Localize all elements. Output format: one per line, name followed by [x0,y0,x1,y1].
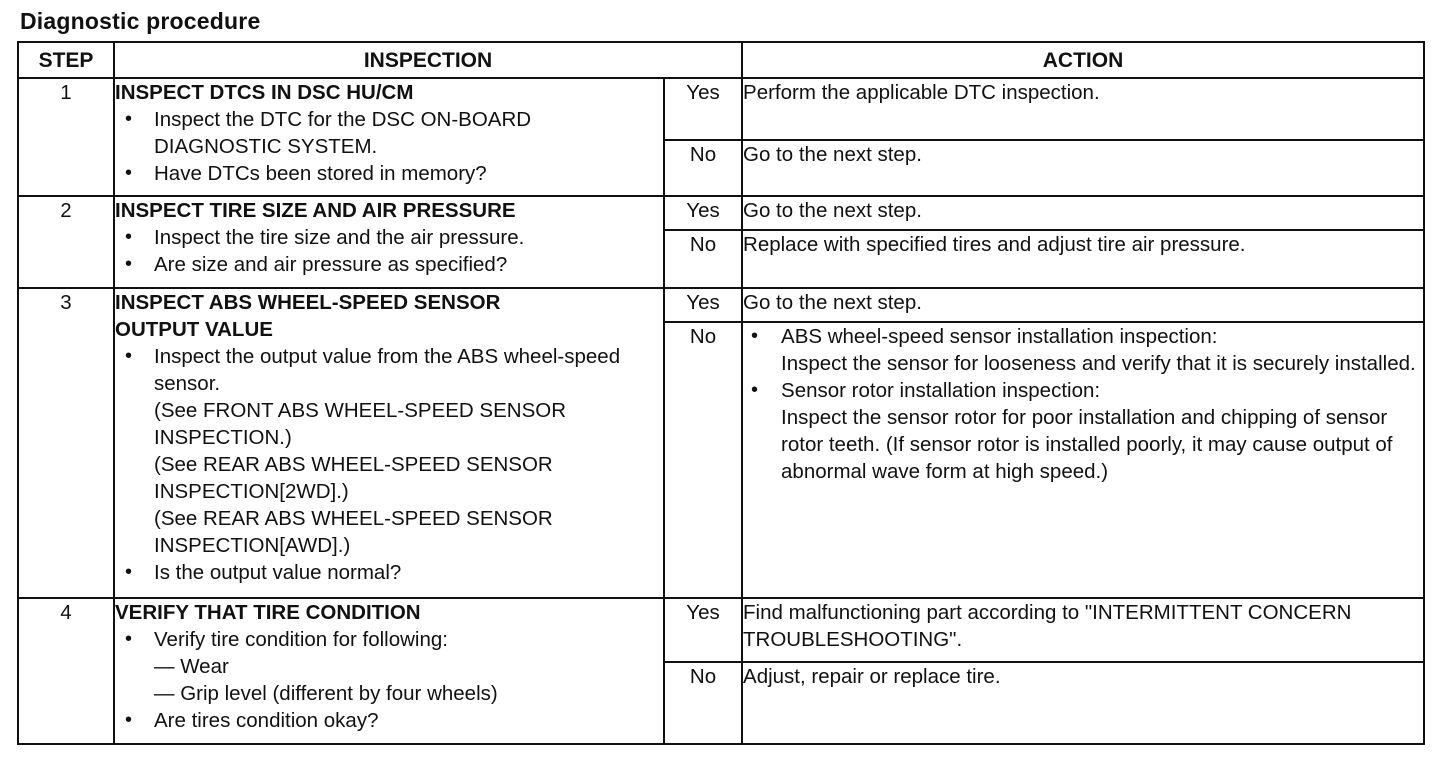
action-bullet [743,323,1423,377]
inspection-bullet: • Are tires condition okay? [115,707,663,734]
no-action: Go to the next step. [742,140,1424,196]
step-number: 3 [18,288,114,598]
no-action: Replace with specified tires and adjust tire air pressure. [742,230,1424,288]
yes-action: Find malfunctioning part according to "INTERMITTENT CONCERN TROUBLESHOOTING". [742,598,1424,662]
step-title-line-1: INSPECT ABS WHEEL-SPEED SENSOR [115,291,501,314]
action-bullet-head: ABS wheel-speed sensor installation inspection: [781,325,1218,348]
step-1-inspection [114,78,664,196]
condition-subitem: — Grip level (different by four wheels) [154,682,498,705]
header-inspection: INSPECTION [114,42,742,78]
action-bullet [743,377,1423,485]
step-number: 4 [18,598,114,744]
inspection-bullet: • Is the output value normal? [115,559,663,586]
no-label: No [664,662,742,744]
step-number: 1 [18,78,114,196]
step-title: INSPECT TIRE SIZE AND AIR PRESSURE [115,199,516,222]
step-2-inspection [114,196,664,288]
yes-label: Yes [664,196,742,230]
no-label: No [664,140,742,196]
header-step: STEP [18,42,114,78]
inspection-bullet-text: Inspect the output value from the ABS wheel-speed sensor. [154,345,621,395]
condition-subitem: — Wear [154,655,229,678]
reference-note: (See REAR ABS WHEEL-SPEED SENSOR INSPECTION[AWD].) [154,507,553,557]
reference-note: (See REAR ABS WHEEL-SPEED SENSOR INSPECTION[2WD].) [154,453,553,503]
reference-note: (See FRONT ABS WHEEL-SPEED SENSOR INSPECTION.) [154,399,567,449]
inspection-bullet: • Are size and air pressure as specified? [115,251,663,278]
yes-action: Perform the applicable DTC inspection. [742,78,1424,140]
action-bullet-body: Inspect the sensor rotor for poor installation and chipping of sensor rotor teeth. (If sensor rotor is installed poorly, it may cause output of abnormal wave form at high speed.) [781,406,1393,483]
inspection-bullet-text: Verify tire condition for following: [154,628,448,651]
step-3-yes-row [18,288,1424,322]
yes-label: Yes [664,78,742,140]
yes-action: Go to the next step. [742,196,1424,230]
inspection-bullet [115,343,663,559]
step-4-inspection [114,598,664,744]
header-row [18,42,1424,78]
header-action: ACTION [742,42,1424,78]
page-title: Diagnostic procedure [20,8,261,34]
step-3-inspection [114,288,664,598]
yes-label: Yes [664,288,742,322]
action-bullet-body: Inspect the sensor for looseness and verify that it is securely installed. [781,352,1416,375]
no-action [742,322,1424,598]
inspection-bullet [115,626,663,707]
inspection-bullet: • Inspect the tire size and the air pressure. [115,224,663,251]
step-title-line-2: OUTPUT VALUE [115,318,273,341]
step-title: INSPECT DTCS IN DSC HU/CM [115,81,414,104]
inspection-bullet: • Inspect the DTC for the DSC ON-BOARD DIAGNOSTIC SYSTEM. [115,106,663,160]
inspection-bullet: • Have DTCs been stored in memory? [115,160,663,187]
step-1-yes-row [18,78,1424,140]
diagnostic-procedure-table [17,41,1425,745]
step-number: 2 [18,196,114,288]
no-label: No [664,322,742,598]
action-bullet-head: Sensor rotor installation inspection: [781,379,1101,402]
no-label: No [664,230,742,288]
step-4-yes-row [18,598,1424,662]
yes-label: Yes [664,598,742,662]
step-title: VERIFY THAT TIRE CONDITION [115,601,421,624]
no-action: Adjust, repair or replace tire. [742,662,1424,744]
yes-action: Go to the next step. [742,288,1424,322]
step-2-yes-row [18,196,1424,230]
